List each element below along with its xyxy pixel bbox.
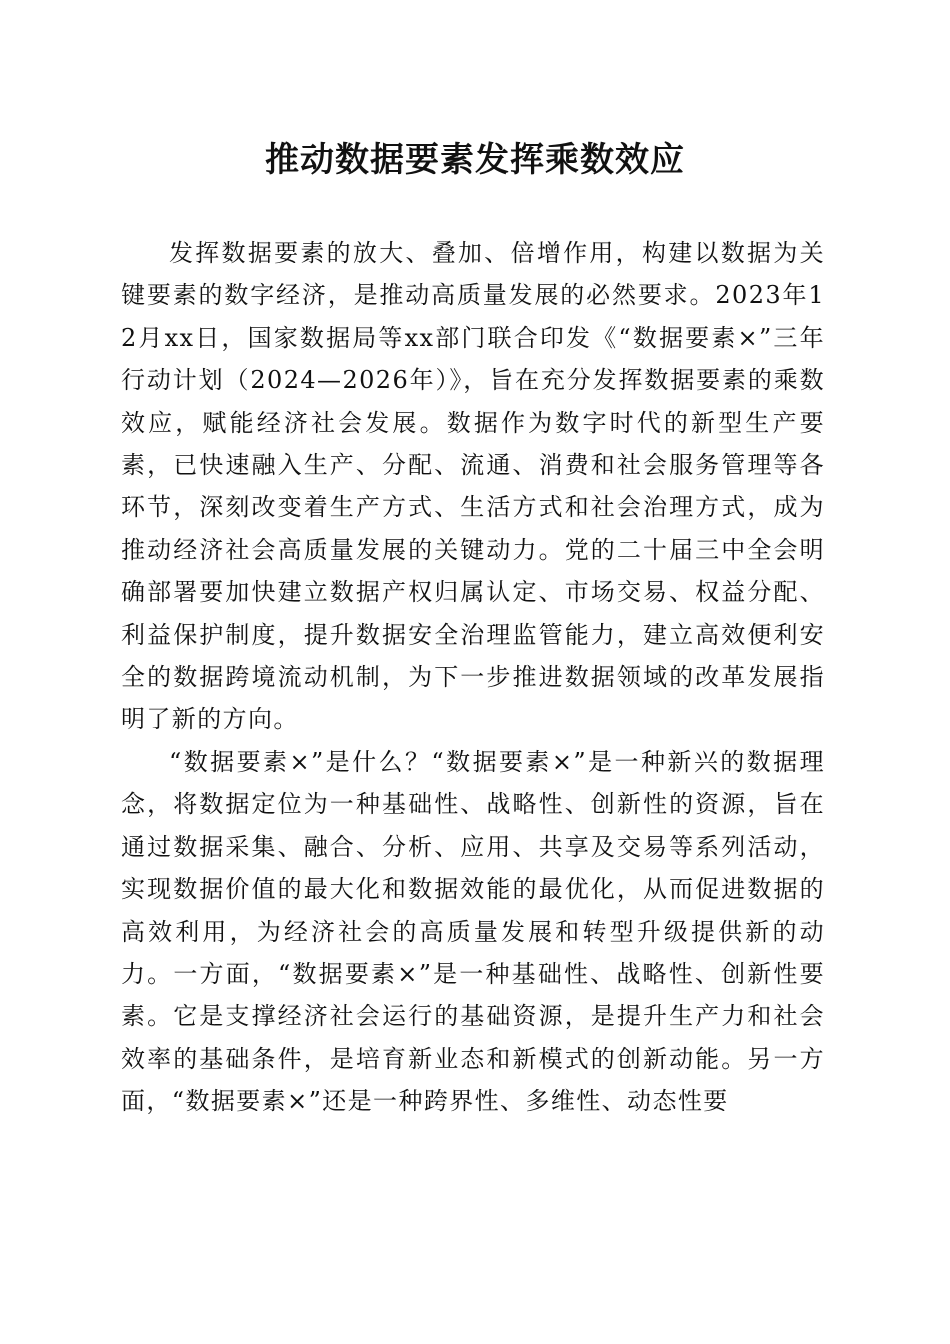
- document-title: 推动数据要素发挥乘数效应: [265, 140, 685, 180]
- paragraph-1: 发挥数据要素的放大、叠加、倍增作用，构建以数据为关键要素的数字经济，是推动高质量发展的必然要求。2023年12月xx日，国家数据局等xx部门联合印发《“数据要素×”三年行动计划（2024—2026年）》，旨在充分发挥数据要素的乘数效应，赋能经济社会发展。数据作为数字时代的新型生产要素，已快速融入生产、分配、流通、消费和社会服务管理等各环节，深刻改变着生产方式、生活方式和社会治理方式，成为推动经济社会高质量发展的关键动力。党的二十届三中全会明确部署要加快建立数据产权归属认定、市场交易、权益分配、利益保护制度，提升数据安全治理监管能力，建立高效便利安全的数据跨境流动机制，为下一步推进数据领域的改革发展指明了新的方向。: [121, 239, 825, 734]
- paragraph-2: “数据要素×”是什么？“数据要素×”是一种新兴的数据理念，将数据定位为一种基础性、战略性、创新性的资源，旨在通过数据采集、融合、分析、应用、共享及交易等系列活动，实现数据价值的最大化和数据效能的最优化，从而促进数据的高效利用，为经济社会的高质量发展和转型升级提供新的动力。一方面，“数据要素×”是一种基础性、战略性、创新性要素。它是支撑经济社会运行的基础资源，是提升生产力和社会效率的基础条件，是培育新业态和新模式的创新动能。另一方面，“数据要素×”还是一种跨界性、多维性、动态性要: [121, 747, 825, 1116]
- document-body: [121, 232, 825, 1123]
